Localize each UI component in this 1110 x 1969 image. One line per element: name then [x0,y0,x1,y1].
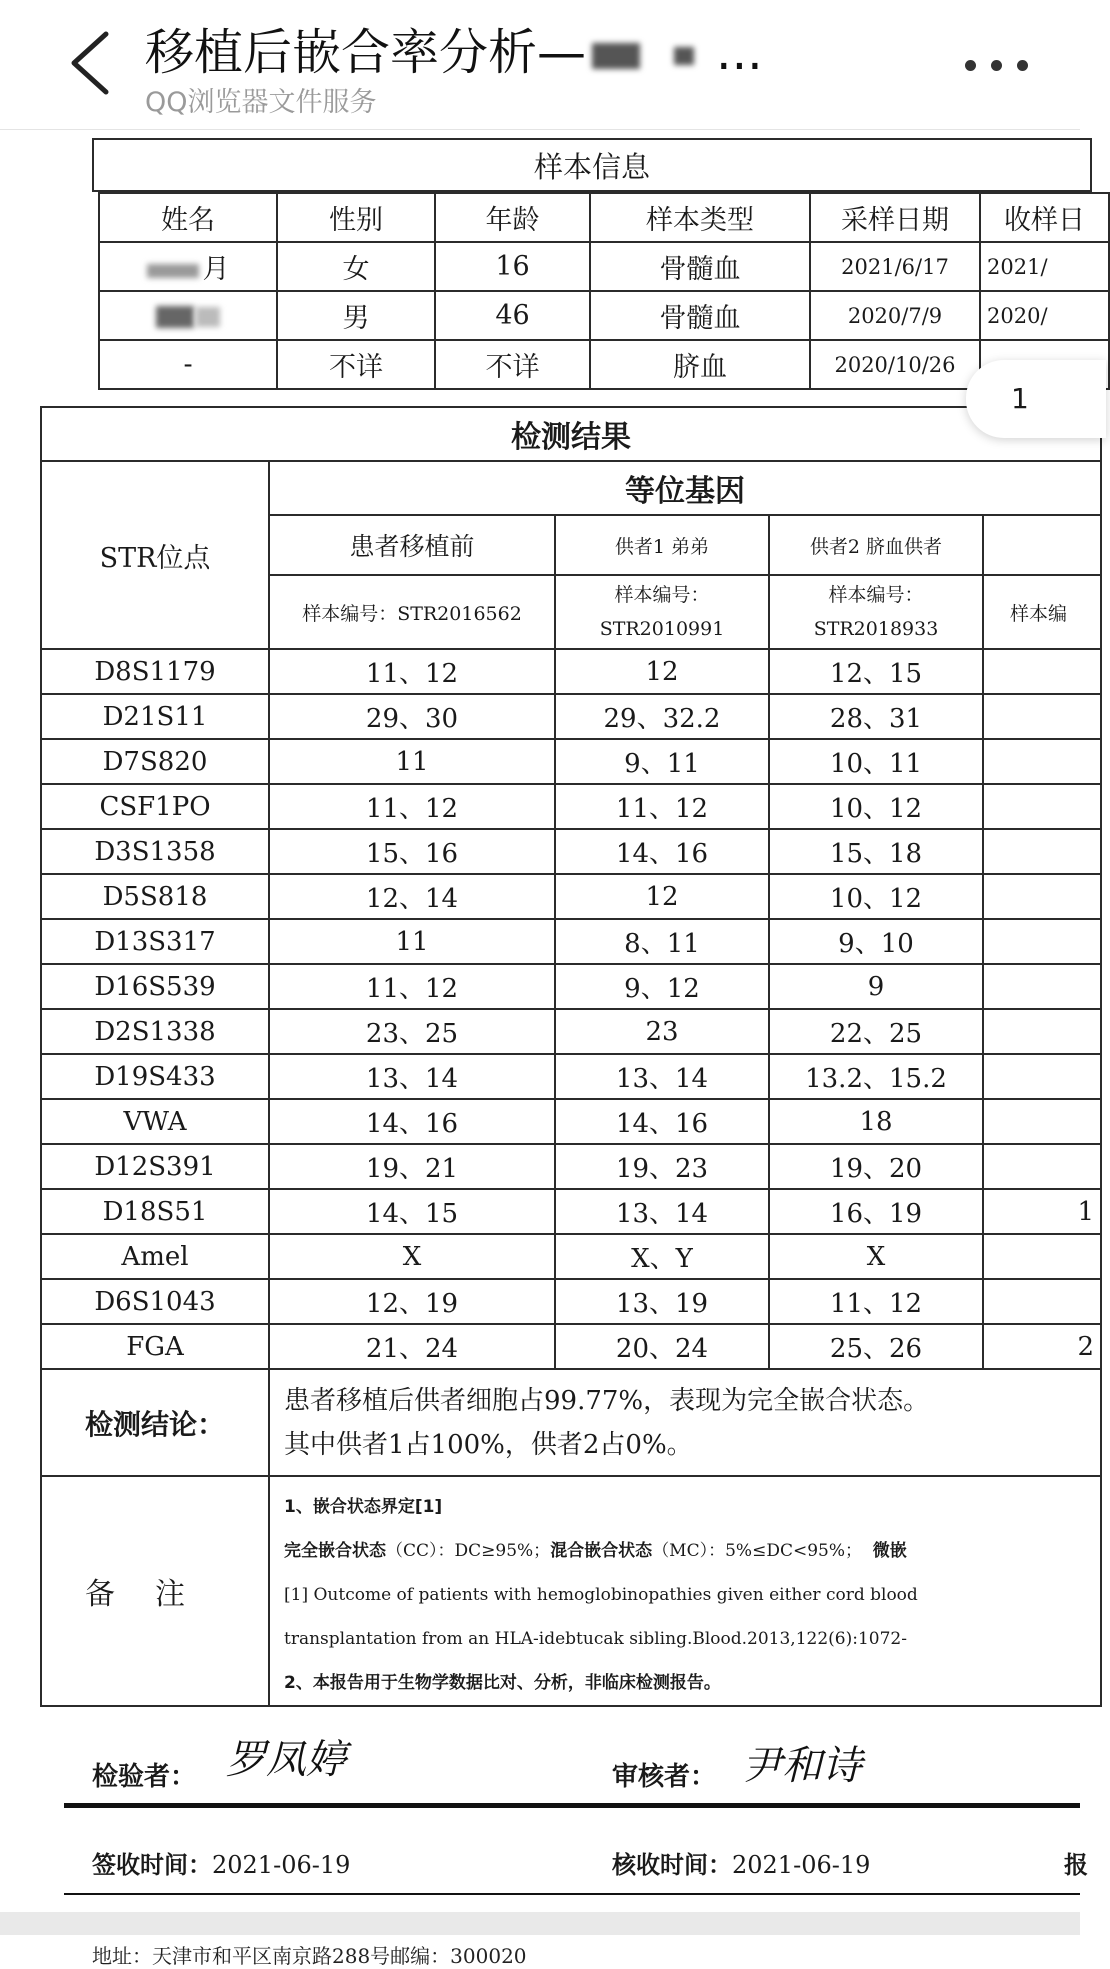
donor2-alleles: 12、15 [769,649,983,694]
conclusion-label: 检测结论： [41,1369,269,1476]
patient-name: 月 [99,242,277,291]
title-ellipsis: ... [716,24,763,81]
str-locus: CSF1PO [41,784,269,829]
inspector-signature: 罗凤婷 [226,1737,346,1783]
donor2-age: 不详 [435,340,590,389]
extra-alleles [983,1234,1101,1279]
donor2-alleles: 15、18 [769,829,983,874]
extra-alleles: 1 [983,1189,1101,1234]
str-row [41,649,1101,694]
str-row [41,874,1101,919]
header-name: 姓名 [99,193,277,242]
header-received-date: 收样日 [980,193,1109,242]
extra-alleles [983,1099,1101,1144]
str-rows [41,649,1101,1369]
donor2-alleles: 16、19 [769,1189,983,1234]
donor2-alleles: 9、10 [769,919,983,964]
patient-alleles: 11、12 [269,964,555,1009]
donor2-alleles: 10、12 [769,784,983,829]
donor1-alleles: 9、12 [555,964,769,1009]
extra-alleles [983,1279,1101,1324]
sample-info-row [99,291,1109,340]
donor1-alleles: 19、23 [555,1144,769,1189]
extra-alleles [983,874,1101,919]
extra-alleles [983,649,1101,694]
extra-alleles [983,694,1101,739]
signature-divider [64,1803,1080,1808]
header-sampling-date: 采样日期 [810,193,980,242]
date-cut-text: 报 [1064,1851,1088,1879]
str-locus: D7S820 [41,739,269,784]
sample-info-row [99,340,1109,389]
donor1-alleles: 13、14 [555,1054,769,1099]
sample-info-row [99,242,1109,291]
donor1-sample-type: 骨髓血 [590,291,810,340]
patient-age: 16 [435,242,590,291]
str-locus: D6S1043 [41,1279,269,1324]
extra-alleles [983,1009,1101,1054]
str-row [41,1054,1101,1099]
donor1-alleles: 12 [555,874,769,919]
donor2-alleles: 13.2、15.2 [769,1054,983,1099]
str-row [41,1234,1101,1279]
str-locus: D8S1179 [41,649,269,694]
date-divider [64,1893,1080,1895]
patient-alleles: 11 [269,739,555,784]
donor1-name [99,291,277,340]
str-locus: D21S11 [41,694,269,739]
donor1-alleles: 13、14 [555,1189,769,1234]
donor1-alleles: 8、11 [555,919,769,964]
extra-alleles [983,829,1101,874]
str-locus: D3S1358 [41,829,269,874]
header-age: 年龄 [435,193,590,242]
str-locus: D18S51 [41,1189,269,1234]
col-donor1-sample: 样本编号： STR2010991 [555,575,769,649]
str-row [41,784,1101,829]
patient-alleles: X [269,1234,555,1279]
donor2-name: - [99,340,277,389]
patient-sampling-date: 2021/6/17 [810,242,980,291]
donor1-alleles: 23 [555,1009,769,1054]
header-sample-type: 样本类型 [590,193,810,242]
donor2-alleles: 10、12 [769,874,983,919]
str-row [41,694,1101,739]
reviewer-label: 审核者： [612,1762,717,1792]
col-patient-sample: 样本编号：STR2016562 [269,575,555,649]
header-sex: 性别 [277,193,435,242]
donor1-sampling-date: 2020/7/9 [810,291,980,340]
donor2-alleles: 28、31 [769,694,983,739]
patient-alleles: 19、21 [269,1144,555,1189]
str-locus: Amel [41,1234,269,1279]
str-locus: D16S539 [41,964,269,1009]
donor1-alleles: 14、16 [555,1099,769,1144]
conclusion-text: 患者移植后供者细胞占99.77%，表现为完全嵌合状态。 其中供者1占100%，供者2占0%。 [269,1369,1101,1476]
str-row [41,829,1101,874]
donor2-alleles: 22、25 [769,1009,983,1054]
more-options-icon[interactable] [965,56,1045,70]
footer-address: 地址：天津市和平区南京路288号邮编：300020 [92,1944,527,1968]
notes-label: 备注 [41,1476,269,1706]
patient-alleles: 21、24 [269,1324,555,1369]
str-row [41,1144,1101,1189]
str-locus-header: STR位点 [41,461,269,649]
donor1-alleles: 14、16 [555,829,769,874]
str-row [41,739,1101,784]
donor1-alleles: 20、24 [555,1324,769,1369]
donor1-alleles: 11、12 [555,784,769,829]
patient-alleles: 12、19 [269,1279,555,1324]
back-arrow-icon[interactable] [62,28,122,98]
patient-alleles: 14、16 [269,1099,555,1144]
str-row [41,1189,1101,1234]
donor1-alleles: X、Y [555,1234,769,1279]
page-number-badge[interactable]: 1 [966,360,1106,438]
results-table [40,406,1102,1707]
col-extra-sample: 样本编 [983,575,1101,649]
extra-alleles [983,784,1101,829]
nav-subtitle: QQ浏览器文件服务 [145,87,377,118]
sample-info-header-row [99,193,1109,242]
donor2-alleles: 10、11 [769,739,983,784]
bottom-scroll-edge [0,1912,1080,1935]
allele-header: 等位基因 [269,461,1101,515]
donor1-alleles: 29、32.2 [555,694,769,739]
donor1-alleles: 13、19 [555,1279,769,1324]
str-row [41,964,1101,1009]
str-locus: D13S317 [41,919,269,964]
inspector-label: 检验者： [92,1762,197,1792]
extra-alleles [983,1054,1101,1099]
extra-alleles: 2 [983,1324,1101,1369]
sample-info-title: 样本信息 [93,139,1091,191]
patient-alleles: 13、14 [269,1054,555,1099]
sample-info-title-table [92,138,1092,192]
donor1-received-date: 2020/ [980,291,1109,340]
donor1-age: 46 [435,291,590,340]
donor2-alleles: 18 [769,1099,983,1144]
donor1-alleles: 12 [555,649,769,694]
donor2-alleles: 11、12 [769,1279,983,1324]
extra-alleles [983,739,1101,784]
patient-alleles: 11、12 [269,649,555,694]
document-page[interactable] [0,130,1095,1968]
document-title-text: 移植后嵌合率分析— [145,24,587,81]
str-row [41,1324,1101,1369]
patient-alleles: 11、12 [269,784,555,829]
col-donor2-sample: 样本编号： STR2018933 [769,575,983,649]
patient-alleles: 12、14 [269,874,555,919]
patient-sample-type: 骨髓血 [590,242,810,291]
document-title [145,14,763,84]
donor2-sample-type: 脐血 [590,340,810,389]
donor2-alleles: 9 [769,964,983,1009]
donor2-alleles: 19、20 [769,1144,983,1189]
nav-bar [0,0,1080,130]
str-locus: D12S391 [41,1144,269,1189]
results-title: 检测结果 [41,407,1101,461]
patient-alleles: 15、16 [269,829,555,874]
extra-alleles [983,919,1101,964]
patient-alleles: 23、25 [269,1009,555,1054]
str-locus: VWA [41,1099,269,1144]
redacted-block [592,43,640,69]
patient-received-date: 2021/ [980,242,1109,291]
donor2-sampling-date: 2020/10/26 [810,340,980,389]
received-time: 签收时间：2021-06-19 [92,1851,351,1879]
str-locus: FGA [41,1324,269,1369]
extra-alleles [983,964,1101,1009]
donor2-alleles: X [769,1234,983,1279]
str-locus: D19S433 [41,1054,269,1099]
extra-alleles [983,1144,1101,1189]
str-row [41,1009,1101,1054]
donor2-alleles: 25、26 [769,1324,983,1369]
str-row [41,1279,1101,1324]
checked-time: 核收时间：2021-06-19 [612,1851,871,1879]
col-donor1-label: 供者1 弟弟 [555,515,769,575]
donor2-sex: 不详 [277,340,435,389]
patient-alleles: 29、30 [269,694,555,739]
donor1-sex: 男 [277,291,435,340]
col-extra-label [983,515,1101,575]
str-locus: D2S1338 [41,1009,269,1054]
patient-alleles: 14、15 [269,1189,555,1234]
donor1-alleles: 9、11 [555,739,769,784]
redacted-block [674,47,694,65]
col-patient-label: 患者移植前 [269,515,555,575]
patient-sex: 女 [277,242,435,291]
col-donor2-label: 供者2 脐血供者 [769,515,983,575]
notes-text: 1、嵌合状态界定[1] 完全嵌合状态（CC）：DC≥95%；混合嵌合状态（MC）：5%≤DC<95%； 微嵌 [1] Outcome of patients with hemoglobinopathies given either cord blood transplantation from an HLA-idebtucak sibling.Blood.2013,122(6):1072- 2、本报告用于生物学数据比对、分析，非临床检测报告。 [269,1476,1101,1706]
reviewer-signature: 尹和诗 [742,1743,862,1789]
str-locus: D5S818 [41,874,269,919]
str-row [41,1099,1101,1144]
patient-alleles: 11 [269,919,555,964]
sample-info-table [98,192,1110,390]
str-row [41,919,1101,964]
